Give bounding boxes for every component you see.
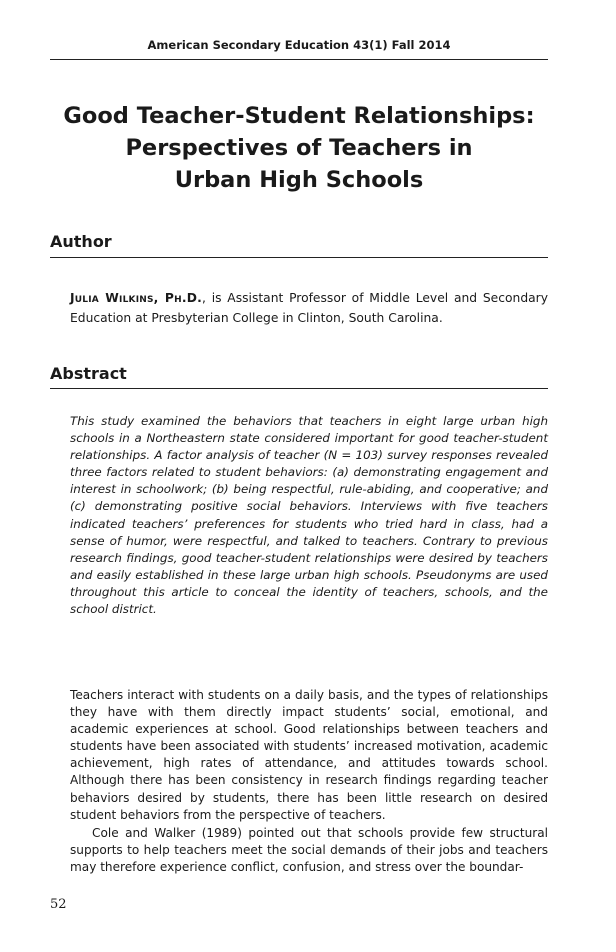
running-head: American Secondary Education 43(1) Fall 2014 xyxy=(147,38,451,52)
header-rule xyxy=(50,59,548,60)
author-bio xyxy=(70,288,548,328)
author-rule xyxy=(50,257,548,258)
author-heading: Author xyxy=(50,232,112,251)
page-number: 52 xyxy=(50,897,67,912)
article-title xyxy=(50,100,548,196)
body-paragraph-1: Teachers interact with students on a daily basis, and the types of relationships they have with them directly impact students’ social, emotional, and academic experiences at school. Good relationships between teachers and students have been associated with students’ increased motivation, academic achievement, high rates of attendance, and attitudes towards school. Although there has been consistency in research findings regarding teacher behaviors desired by students, there has been little research on desired student behaviors from the perspective of teachers. xyxy=(70,688,548,822)
title-line-2: Perspectives of Teachers in xyxy=(125,135,473,161)
title-line-1: Good Teacher-Student Relationships: xyxy=(63,103,535,129)
author-name: Julia Wilkins, Ph.D. xyxy=(70,291,202,305)
title-line-3: Urban High Schools xyxy=(174,167,424,193)
abstract-heading: Abstract xyxy=(50,364,127,383)
abstract-text: This study examined the behaviors that teachers in eight large urban high schools in a Northeastern state considered important for good teacher-student relationships. A factor analysis of teacher (N = 103) survey responses revealed three factors related to student behaviors: (a) demonstrating engagement and interest in schoolwork; (b) being respectful, rule-abiding, and cooperative; and (c) demonstrating positive social behaviors. Interviews with five teachers indicated teachers’ preferences for students who tried hard in class, had a sense of humor, were respectful, and talked to teachers. Contrary to previous research findings, good teacher-student relationships were desired by teachers and easily established in these large urban high schools. Pseudonyms are used throughout this article to conceal the identity of teachers, schools, and the school district. xyxy=(70,414,548,617)
author-bio-text: , is Assistant Professor of Middle Level and Secondary Education at Presbyterian College in Clinton, South Carolina. xyxy=(70,291,548,325)
body-paragraph-2: Cole and Walker (1989) pointed out that schools provide few structural supports to help teachers meet the social demands of their jobs and teachers may therefore experience conflict, confusion, and stress over the boundar- xyxy=(70,826,548,875)
abstract-rule xyxy=(50,388,548,389)
